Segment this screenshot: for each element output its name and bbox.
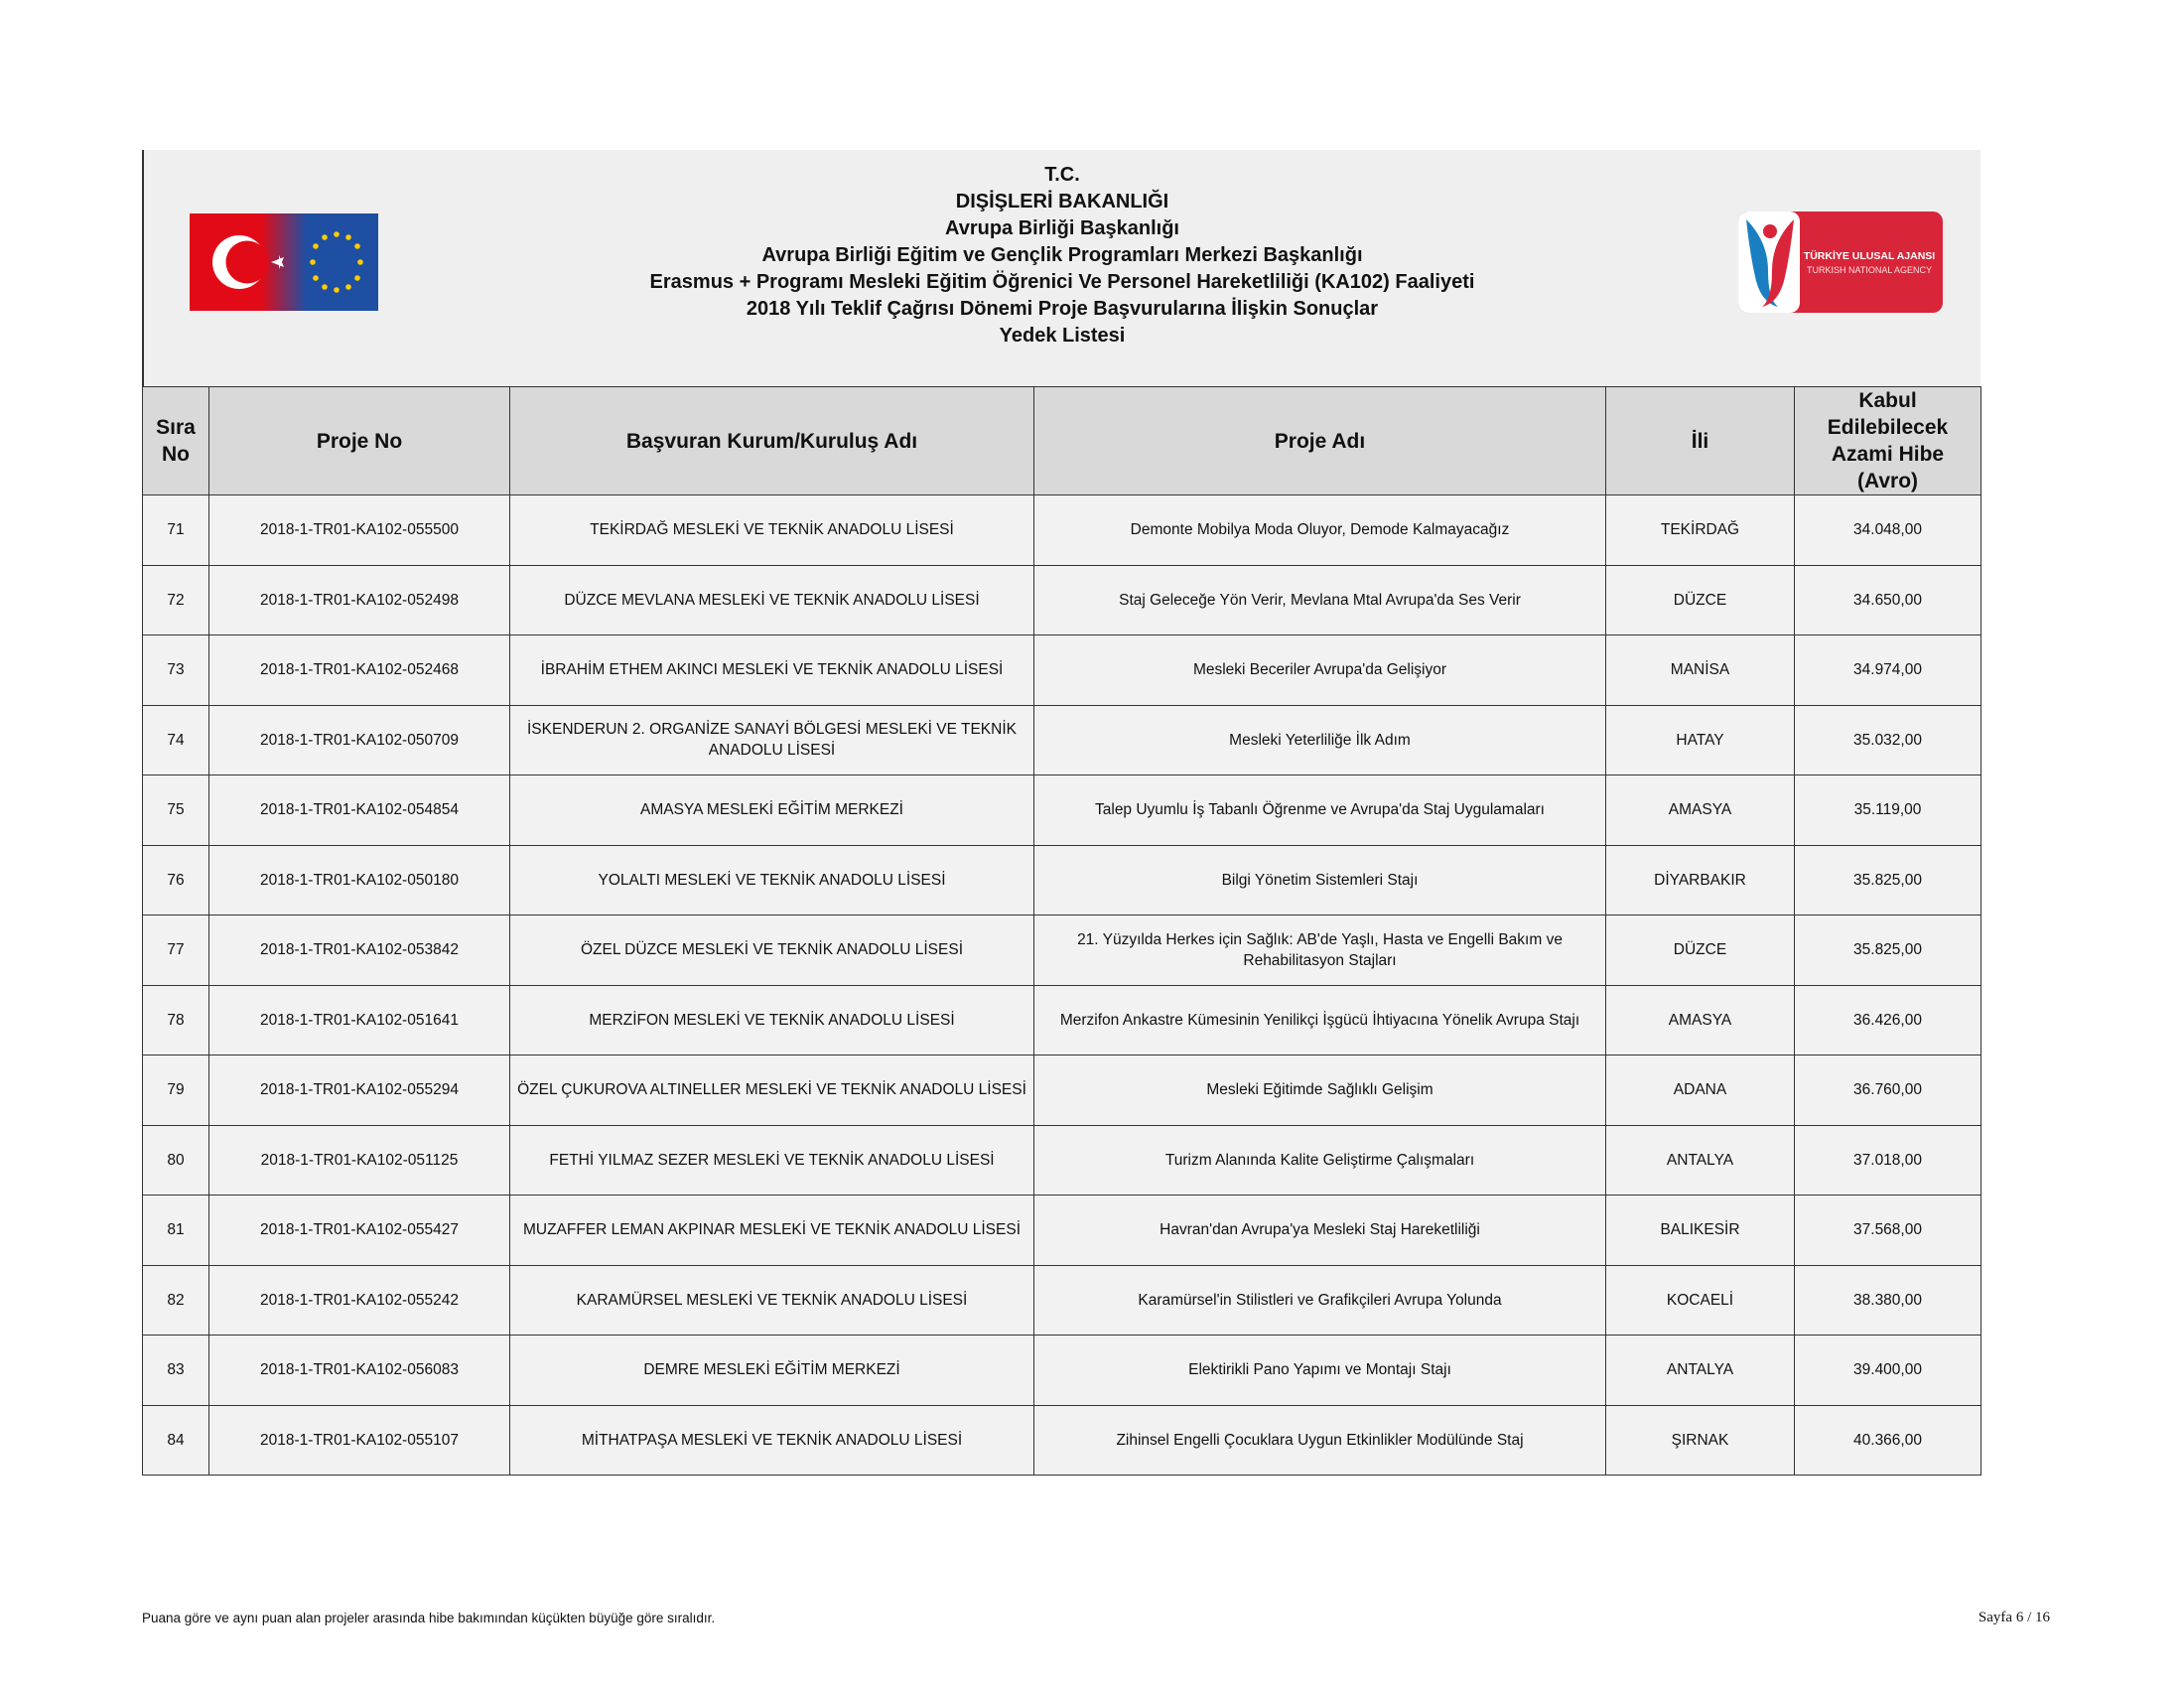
cell-hibe: 37.018,00: [1795, 1125, 1981, 1196]
cell-hibe: 35.825,00: [1795, 845, 1981, 915]
cell-kurum-adi: TEKİRDAĞ MESLEKİ VE TEKNİK ANADOLU LİSESİ: [510, 495, 1034, 566]
column-header-ili: İli: [1606, 387, 1795, 495]
cell-proje-no: 2018-1-TR01-KA102-052468: [209, 635, 510, 706]
cell-ili: KOCAELİ: [1606, 1265, 1795, 1336]
table-row: [143, 1055, 1981, 1126]
cell-hibe: 36.760,00: [1795, 1055, 1981, 1126]
cell-kurum-adi: DÜZCE MEVLANA MESLEKİ VE TEKNİK ANADOLU LİSESİ: [510, 565, 1034, 635]
column-header-sira-no: Sıra No: [143, 387, 209, 495]
turkish-national-agency-logo: [1738, 211, 1943, 313]
cell-proje-no: 2018-1-TR01-KA102-056083: [209, 1336, 510, 1406]
cell-kurum-adi: DEMRE MESLEKİ EĞİTİM MERKEZİ: [510, 1336, 1034, 1406]
results-table: [142, 386, 1981, 1476]
cell-sira-no: 74: [143, 705, 209, 775]
cell-kurum-adi: MERZİFON MESLEKİ VE TEKNİK ANADOLU LİSESİ: [510, 985, 1034, 1055]
cell-proje-no: 2018-1-TR01-KA102-053842: [209, 915, 510, 986]
cell-hibe: 36.426,00: [1795, 985, 1981, 1055]
table-row: [143, 845, 1981, 915]
cell-hibe: 34.650,00: [1795, 565, 1981, 635]
cell-proje-adi: Mesleki Eğitimde Sağlıklı Gelişim: [1034, 1055, 1606, 1126]
cell-hibe: 37.568,00: [1795, 1196, 1981, 1266]
table-row: [143, 565, 1981, 635]
title-line-3: Avrupa Birliği Başkanlığı: [945, 217, 1179, 239]
cell-proje-adi: Demonte Mobilya Moda Oluyor, Demode Kalmayacağız: [1034, 495, 1606, 566]
cell-ili: DİYARBAKIR: [1606, 845, 1795, 915]
column-header-proje-adi: Proje Adı: [1034, 387, 1606, 495]
document-sheet: [142, 150, 1980, 1476]
cell-proje-adi: 21. Yüzyılda Herkes için Sağlık: AB'de Yaşlı, Hasta ve Engelli Bakım ve Rehabilitasyon Stajları: [1034, 915, 1606, 986]
cell-kurum-adi: AMASYA MESLEKİ EĞİTİM MERKEZİ: [510, 775, 1034, 846]
cell-ili: DÜZCE: [1606, 915, 1795, 986]
cell-sira-no: 82: [143, 1265, 209, 1336]
cell-sira-no: 84: [143, 1405, 209, 1476]
cell-ili: AMASYA: [1606, 775, 1795, 846]
cell-proje-adi: Havran'dan Avrupa'ya Mesleki Staj Hareketliliği: [1034, 1196, 1606, 1266]
cell-hibe: 38.380,00: [1795, 1265, 1981, 1336]
cell-hibe: 34.048,00: [1795, 495, 1981, 566]
cell-proje-no: 2018-1-TR01-KA102-055294: [209, 1055, 510, 1126]
table-row: [143, 1125, 1981, 1196]
cell-sira-no: 76: [143, 845, 209, 915]
cell-hibe: 35.032,00: [1795, 705, 1981, 775]
table-row: [143, 775, 1981, 846]
table-row: [143, 985, 1981, 1055]
cell-proje-no: 2018-1-TR01-KA102-050709: [209, 705, 510, 775]
cell-proje-adi: Merzifon Ankastre Kümesinin Yenilikçi İşgücü İhtiyacına Yönelik Avrupa Stajı: [1034, 985, 1606, 1055]
cell-proje-adi: Mesleki Yeterliliğe İlk Adım: [1034, 705, 1606, 775]
table-row: [143, 915, 1981, 986]
cell-proje-no: 2018-1-TR01-KA102-055427: [209, 1196, 510, 1266]
column-header-hibe: Kabul Edilebilecek Azami Hibe (Avro): [1795, 387, 1981, 495]
cell-proje-no: 2018-1-TR01-KA102-051641: [209, 985, 510, 1055]
cell-proje-no: 2018-1-TR01-KA102-055500: [209, 495, 510, 566]
cell-kurum-adi: MUZAFFER LEMAN AKPINAR MESLEKİ VE TEKNİK ANADOLU LİSESİ: [510, 1196, 1034, 1266]
cell-proje-adi: Talep Uyumlu İş Tabanlı Öğrenme ve Avrupa'da Staj Uygulamaları: [1034, 775, 1606, 846]
cell-proje-no: 2018-1-TR01-KA102-052498: [209, 565, 510, 635]
cell-hibe: 35.119,00: [1795, 775, 1981, 846]
cell-proje-adi: Karamürsel'in Stilistleri ve Grafikçileri Avrupa Yolunda: [1034, 1265, 1606, 1336]
cell-proje-adi: Turizm Alanında Kalite Geliştirme Çalışmaları: [1034, 1125, 1606, 1196]
cell-proje-adi: Mesleki Beceriler Avrupa'da Gelişiyor: [1034, 635, 1606, 706]
table-body: [143, 495, 1981, 1476]
cell-kurum-adi: ÖZEL ÇUKUROVA ALTINELLER MESLEKİ VE TEKNİK ANADOLU LİSESİ: [510, 1055, 1034, 1126]
cell-proje-no: 2018-1-TR01-KA102-055242: [209, 1265, 510, 1336]
cell-ili: ADANA: [1606, 1055, 1795, 1126]
title-line-1: T.C.: [1044, 164, 1080, 186]
table-row: [143, 635, 1981, 706]
cell-kurum-adi: MİTHATPAŞA MESLEKİ VE TEKNİK ANADOLU LİSESİ: [510, 1405, 1034, 1476]
cell-ili: ANTALYA: [1606, 1125, 1795, 1196]
cell-proje-no: 2018-1-TR01-KA102-054854: [209, 775, 510, 846]
table-row: [143, 1405, 1981, 1476]
cell-sira-no: 80: [143, 1125, 209, 1196]
cell-kurum-adi: İSKENDERUN 2. ORGANİZE SANAYİ BÖLGESİ MESLEKİ VE TEKNİK ANADOLU LİSESİ: [510, 705, 1034, 775]
cell-ili: TEKİRDAĞ: [1606, 495, 1795, 566]
cell-proje-adi: Staj Geleceğe Yön Verir, Mevlana Mtal Avrupa'da Ses Verir: [1034, 565, 1606, 635]
cell-sira-no: 71: [143, 495, 209, 566]
cell-sira-no: 78: [143, 985, 209, 1055]
cell-proje-adi: Zihinsel Engelli Çocuklara Uygun Etkinlikler Modülünde Staj: [1034, 1405, 1606, 1476]
cell-proje-no: 2018-1-TR01-KA102-051125: [209, 1125, 510, 1196]
table-row: [143, 495, 1981, 566]
cell-kurum-adi: YOLALTI MESLEKİ VE TEKNİK ANADOLU LİSESİ: [510, 845, 1034, 915]
cell-proje-adi: Elektirikli Pano Yapımı ve Montajı Stajı: [1034, 1336, 1606, 1406]
agency-logo-text-en: TURKISH NATIONAL AGENCY: [1806, 265, 1933, 275]
cell-kurum-adi: FETHİ YILMAZ SEZER MESLEKİ VE TEKNİK ANADOLU LİSESİ: [510, 1125, 1034, 1196]
cell-ili: ŞIRNAK: [1606, 1405, 1795, 1476]
cell-hibe: 39.400,00: [1795, 1336, 1981, 1406]
cell-proje-no: 2018-1-TR01-KA102-055107: [209, 1405, 510, 1476]
cell-sira-no: 73: [143, 635, 209, 706]
cell-ili: AMASYA: [1606, 985, 1795, 1055]
cell-ili: HATAY: [1606, 705, 1795, 775]
table-row: [143, 1196, 1981, 1266]
cell-hibe: 35.825,00: [1795, 915, 1981, 986]
cell-proje-adi: Bilgi Yönetim Sistemleri Stajı: [1034, 845, 1606, 915]
cell-kurum-adi: KARAMÜRSEL MESLEKİ VE TEKNİK ANADOLU LİSESİ: [510, 1265, 1034, 1336]
table-header-row: [143, 387, 1981, 495]
table-row: [143, 705, 1981, 775]
cell-ili: BALIKESİR: [1606, 1196, 1795, 1266]
document-title-block: [144, 162, 1980, 350]
cell-sira-no: 81: [143, 1196, 209, 1266]
title-line-2: DIŞİŞLERİ BAKANLIĞI: [955, 191, 1169, 212]
agency-logo-text-tr: TÜRKİYE ULUSAL AJANSI: [1803, 250, 1936, 262]
cell-ili: MANİSA: [1606, 635, 1795, 706]
cell-sira-no: 77: [143, 915, 209, 986]
column-header-kurum-adi: Başvuran Kurum/Kuruluş Adı: [510, 387, 1034, 495]
cell-sira-no: 72: [143, 565, 209, 635]
cell-kurum-adi: İBRAHİM ETHEM AKINCI MESLEKİ VE TEKNİK ANADOLU LİSESİ: [510, 635, 1034, 706]
cell-hibe: 40.366,00: [1795, 1405, 1981, 1476]
cell-ili: ANTALYA: [1606, 1336, 1795, 1406]
cell-ili: DÜZCE: [1606, 565, 1795, 635]
cell-hibe: 34.974,00: [1795, 635, 1981, 706]
cell-sira-no: 79: [143, 1055, 209, 1126]
title-line-4: Avrupa Birliği Eğitim ve Gençlik Programları Merkezi Başkanlığı: [761, 244, 1363, 266]
title-line-7: Yedek Listesi: [999, 325, 1126, 347]
table-row: [143, 1265, 1981, 1336]
document-header: [142, 150, 1980, 386]
page-number: Sayfa 6 / 16: [1978, 1610, 2050, 1625]
title-line-6: 2018 Yılı Teklif Çağrısı Dönemi Proje Başvurularına İlişkin Sonuçlar: [746, 298, 1379, 320]
title-line-5: Erasmus + Programı Mesleki Eğitim Öğrenici Ve Personel Hareketliliği (KA102) Faaliyeti: [649, 271, 1475, 293]
cell-proje-no: 2018-1-TR01-KA102-050180: [209, 845, 510, 915]
footer-note: Puana göre ve aynı puan alan projeler arasında hibe bakımından küçükten büyüğe göre sıralıdır.: [142, 1611, 716, 1625]
cell-kurum-adi: ÖZEL DÜZCE MESLEKİ VE TEKNİK ANADOLU LİSESİ: [510, 915, 1034, 986]
table-row: [143, 1336, 1981, 1406]
cell-sira-no: 75: [143, 775, 209, 846]
cell-sira-no: 83: [143, 1336, 209, 1406]
column-header-proje-no: Proje No: [209, 387, 510, 495]
